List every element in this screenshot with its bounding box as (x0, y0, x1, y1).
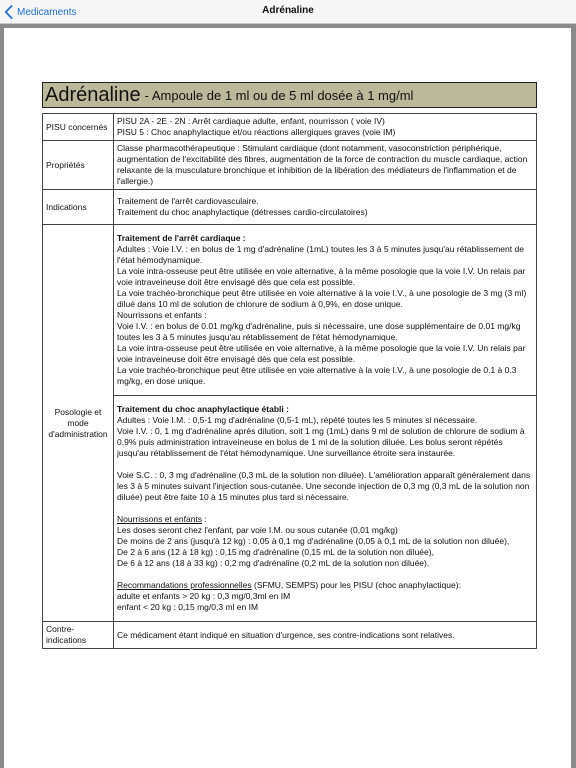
arret-line: La voie trachéo-bronchique peut être utilisée en voie alternative à la voie I.V., à une posologie de 3 mg (3 ml) dilué dans 10 ml de solution de chlorure de sodium à 0,9%, en dose unique. (117, 288, 527, 309)
label-indications: Indications (43, 190, 114, 225)
reco-heading-suffix: (SFMU, SEMPS) pour les PISU (choc anaphylactique): (251, 580, 461, 590)
choc-line: Adultes : Voie I.M. : 0,5-1 mg d'adrénaline (0,5-1 mL), répété toutes les 5 minutes si nécessaire. (117, 415, 478, 425)
children-line: De 2 à 6 ans (12 à 18 kg) : 0,15 mg d'adrénaline (0,15 mL de la solution non diluée), (117, 547, 434, 557)
row-indications (43, 190, 537, 225)
monograph-table (42, 113, 537, 649)
children-line: Les doses seront chez l'enfant, par voie I.M. ou sous cutanée (0,01 mg/kg) (117, 525, 398, 535)
choc-heading: Traitement du choc anaphylactique établi : (117, 404, 289, 414)
content-contre-indications: Ce médicament étant indiqué en situation d'urgence, ses contre-indications sont relatives. (114, 622, 537, 649)
content-pisu (114, 114, 537, 141)
content-arret-cardiaque (114, 225, 537, 396)
arret-line: Voie I.V. : en bolus de 0.01 mg/kg d'adrénaline, puis si nécessaire, une dose supplémentaire de 0.01 mg/kg toutes les 3 à 5 minutes jusqu'au rétablissement de l'état hémodynamique. (117, 321, 521, 342)
spacer (117, 503, 533, 514)
children-line: De 6 à 12 ans (18 à 33 kg) : 0,2 mg d'adrénaline (0,2 mL de la solution non diluée). (117, 558, 430, 568)
content-choc-anaphylactique (114, 396, 537, 622)
reco-heading-text: Recommandations professionnelles (117, 580, 252, 590)
children-heading-text: Nourrissons et enfants (117, 514, 203, 524)
content-indications (114, 190, 537, 225)
pisu-line: PISU 5 : Choc anaphylactique et/ou réactions allergiques graves (voie IM) (117, 127, 396, 137)
label-contre-indications: Contre-indications (43, 622, 114, 649)
arret-line: La voie trachéo-bronchique peut être utilisée en voie alternative à la voie I.V., à une posologie de 0.1 à 0.3 mg/kg, en dose unique. (117, 365, 517, 386)
row-posologie-arret (43, 225, 537, 396)
spacer (117, 459, 533, 470)
pisu-line: PISU 2A - 2E - 2N : Arrêt cardiaque adulte, enfant, nourrisson ( voie IV) (117, 116, 385, 126)
drug-name: Adrénaline (45, 83, 141, 106)
children-heading-suffix: : (202, 514, 207, 524)
label-pisu: PISU concernés (43, 114, 114, 141)
label-posologie: Posologie et mode d'administration (43, 225, 114, 622)
row-proprietes (43, 141, 537, 190)
row-pisu (43, 114, 537, 141)
indication-line: Traitement du choc anaphylactique (détresses cardio-circulatoires) (117, 207, 368, 217)
reco-line: adulte et enfants > 20 kg : 0,3 mg/0,3ml en IM (117, 591, 291, 601)
document-page[interactable] (4, 28, 571, 768)
indication-line: Traitement de l'arrêt cardiovasculaire. (117, 196, 259, 206)
drug-presentation: - Ampoule de 1 ml ou de 5 ml dosée à 1 mg/ml (144, 87, 414, 103)
arret-line: La voie intra-osseuse peut être utilisée en voie alternative, à la même posologie que la voie I.V. Un relais par voie intraveineuse doit être envisagé dès que cela est possible. (117, 266, 526, 287)
row-posologie-choc (43, 396, 537, 622)
content-proprietes: Classe pharmacothérapeutique : Stimulant cardiaque (dont notamment, vasoconstriction périphérique, augmentation de l'excitabilité des fibres, augmentation de la force de contraction du muscle cardiaque, action relaxante de la musculature bronchique et inhibition de la libération des médiateurs de l'inflammation et de l'allergie.) (114, 141, 537, 190)
arret-line: Adultes : Voie I.V. : en bolus de 1 mg d'adrénaline (1mL) toutes les 3 à 5 minutes jusqu'au rétablissement de l'état hémodynamique. (117, 244, 524, 265)
reco-line: enfant < 20 kg : 0,15 mg/0,3 ml en IM (117, 602, 259, 612)
monograph-title-box (42, 82, 537, 108)
children-heading (117, 514, 533, 525)
row-contre-indications (43, 622, 537, 649)
back-label: Medicaments (17, 6, 77, 18)
choc-line: Voie I.V. : 0, 1 mg d'adrénaline après dilution, soit 1 mg (1mL) dans 9 ml de solution de chlorure de sodium à 0,9% puis administration intraveineuse en bolus de 1 ml de la solution diluée. Les bolus seront répétés jusqu'au rétablissement de l'état hémodynamique. Une surveillance étroite sera instaurée. (117, 426, 525, 458)
arret-heading: Traitement de l'arrêt cardiaque : (117, 233, 246, 243)
reco-heading (117, 580, 533, 591)
label-proprietes: Propriétés (43, 141, 114, 190)
page-title: Adrénaline (262, 5, 314, 16)
navigation-bar (0, 0, 576, 24)
arret-line: Nourrissons et enfants : (117, 310, 207, 320)
children-line: De moins de 2 ans (jusqu'à 12 kg) : 0,05 à 0,1 mg d'adrénaline (0,05 à 0,1 mL de la solution non diluée), (117, 536, 510, 546)
spacer (117, 569, 533, 580)
arret-line: La voie intra-osseuse peut être utilisée en voie alternative, à la même posologie que la voie I.V. Un relais par voie intraveineuse doit être envisagé dès que cela est possible. (117, 343, 526, 364)
choc-sc-line: Voie S.C. : 0, 3 mg d'adrénaline (0,3 mL de la solution non diluée). L'amélioration apparaît généralement dans les 3 à 5 minutes suivant l'injection sous-cutanée. Une seconde injection de 0,3 mg (0,3 mL de la solution non diluée) peut être faite 10 à 15 minutes plus tard si nécessaire. (117, 470, 531, 502)
